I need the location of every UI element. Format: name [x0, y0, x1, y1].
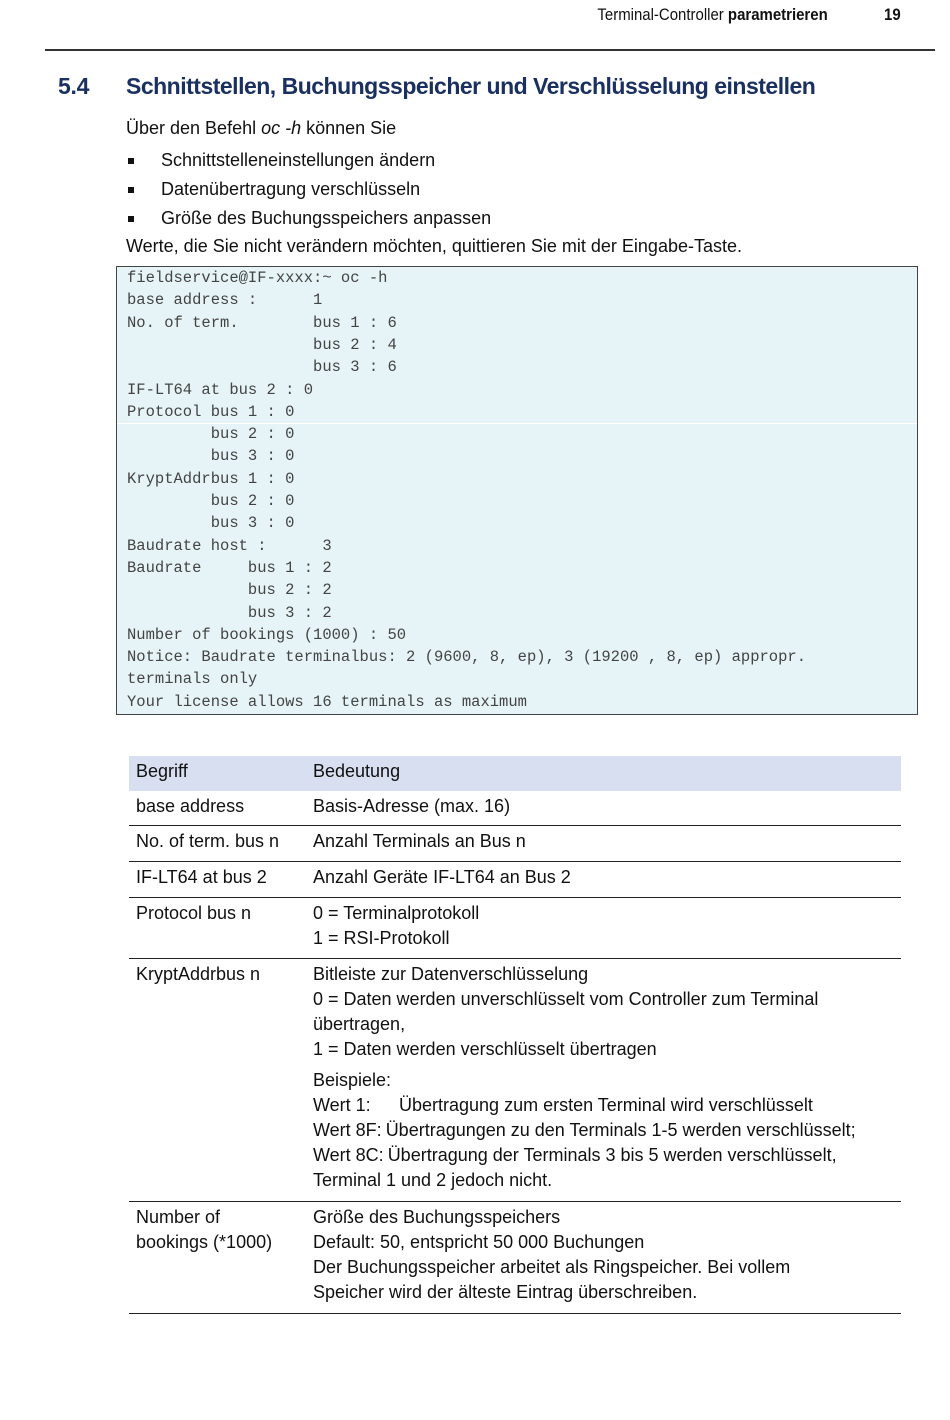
list-item	[126, 146, 491, 175]
terminal-line: bus 3 : 0	[127, 447, 295, 466]
table-cell-term	[136, 829, 279, 854]
table-cell-term	[136, 1205, 272, 1255]
term-line: bookings (*1000)	[136, 1232, 273, 1252]
table-header-definition: Bedeutung	[313, 761, 401, 781]
term-line: IF-LT64 at bus 2	[136, 867, 267, 887]
terminal-page-split	[117, 423, 917, 424]
table-row	[129, 959, 901, 1202]
terminal-line: Baudrate bus 1 : 2	[127, 558, 332, 577]
table-cell-term	[136, 865, 267, 890]
terminal-line: fieldservice@IF-xxxx:~ oc -h	[127, 269, 388, 287]
intro-after: können Sie	[301, 118, 397, 138]
definition-line: 0 = Terminalprotokoll	[313, 903, 480, 923]
table-header-term: Begriff	[136, 761, 188, 781]
example-text: Terminal 1 und 2 jedoch nicht.	[313, 1170, 553, 1190]
terminal-line: Notice: Baudrate terminalbus: 2 (9600, 8, ep), 3 (19200 , 8, ep) appropr.	[127, 648, 807, 667]
bullet-list	[126, 146, 491, 233]
table-cell-term	[136, 901, 251, 926]
bullet-square-icon	[128, 158, 134, 164]
terminal-line: KryptAddrbus 1 : 0	[127, 469, 295, 488]
example-key: Wert 1:	[313, 1095, 371, 1115]
example-line	[313, 1168, 856, 1193]
running-title	[598, 5, 828, 25]
terminal-line: No. of term. bus 1 : 6	[127, 313, 397, 332]
table-cell-definition	[313, 1205, 790, 1305]
term-line: Number of	[136, 1207, 221, 1227]
list-item-text: Schnittstelleneinstellungen ändern	[161, 150, 436, 170]
definition-line: 0 = Daten werden unverschlüsselt vom Controller zum Terminal	[313, 989, 819, 1009]
term-line: KryptAddrbus n	[136, 964, 261, 984]
section-number: 5.4	[58, 73, 90, 99]
example-text: Übertragung der Terminals 3 bis 5 werden verschlüsselt,	[387, 1145, 837, 1165]
terminal-line: bus 2 : 2	[127, 581, 332, 600]
table-row	[129, 862, 901, 898]
table-cell-definition	[313, 865, 571, 890]
definition-line: Speicher wird der älteste Eintrag überschreiben.	[313, 1282, 698, 1302]
definition-line: Basis-Adresse (max. 16)	[313, 796, 511, 816]
table-cell-definition	[313, 829, 526, 854]
example-line	[313, 1143, 856, 1168]
term-line: Protocol bus n	[136, 903, 252, 923]
bullet-square-icon	[128, 216, 134, 222]
table-cell-definition	[313, 794, 510, 819]
definition-line: Der Buchungsspeicher arbeitet als Ringspeicher. Bei vollem	[313, 1257, 791, 1277]
term-line: base address	[136, 796, 245, 816]
definition-line: Default: 50, entspricht 50 000 Buchungen	[313, 1232, 645, 1252]
terminal-line: Your license allows 16 terminals as maximum	[127, 692, 527, 711]
terminal-line: bus 2 : 4	[127, 335, 397, 354]
table-header-row	[129, 756, 901, 791]
list-item	[126, 204, 491, 233]
section-title: Schnittstellen, Buchungsspeicher und Verschlüsselung einstellen	[126, 73, 816, 99]
terminal-line: Protocol bus 1 : 0	[127, 402, 295, 421]
table-cell-definition	[313, 962, 856, 1193]
list-item-text: Größe des Buchungsspeichers anpassen	[161, 208, 492, 228]
terminal-line: base address : 1	[127, 291, 323, 310]
page-header	[0, 0, 950, 50]
bullet-square-icon	[128, 187, 134, 193]
table-cell-definition	[313, 901, 479, 951]
header-divider	[45, 49, 935, 51]
intro-before: Über den Befehl	[126, 118, 262, 138]
definition-line: 1 = Daten werden verschlüsselt übertragen	[313, 1039, 657, 1059]
definition-line: Anzahl Geräte IF-LT64 an Bus 2	[313, 867, 571, 887]
terminal-line: Number of bookings (1000) : 50	[127, 625, 407, 644]
note-paragraph: Werte, die Sie nicht verändern möchten, quittieren Sie mit der Eingabe-Taste.	[126, 236, 742, 256]
definition-table	[129, 756, 901, 1314]
terminal-line: IF-LT64 at bus 2 : 0	[127, 380, 314, 399]
examples-label: Beispiele:	[313, 1070, 392, 1090]
table-row	[129, 898, 901, 959]
terminal-line: bus 3 : 2	[127, 603, 332, 622]
example-text: Übertragung zum ersten Terminal wird verschlüsselt	[399, 1095, 813, 1115]
definition-line: 1 = RSI-Protokoll	[313, 928, 450, 948]
definition-line: Anzahl Terminals an Bus n	[313, 831, 526, 851]
definition-line: Größe des Buchungsspeichers	[313, 1207, 561, 1227]
terminal-line: bus 2 : 0	[127, 425, 295, 444]
example-line	[313, 1118, 856, 1143]
example-key: Wert 8F:	[313, 1120, 382, 1140]
list-item-text: Datenübertragung verschlüsseln	[161, 179, 421, 199]
table-cell-term	[136, 962, 260, 987]
list-item	[126, 175, 491, 204]
term-line: No. of term. bus n	[136, 831, 280, 851]
intro-paragraph	[126, 116, 396, 140]
terminal-line: bus 2 : 0	[127, 492, 295, 510]
definition-line: Bitleiste zur Datenverschlüsselung	[313, 964, 589, 984]
table-row	[129, 1202, 901, 1314]
table-row	[129, 826, 901, 862]
terminal-output-box	[116, 266, 918, 715]
table-cell-term	[136, 794, 244, 819]
terminal-line: Baudrate host : 3	[127, 536, 332, 555]
table-row	[129, 791, 901, 826]
example-line	[313, 1093, 856, 1118]
example-key: Wert 8C:	[313, 1145, 384, 1165]
page-number: 19	[884, 5, 901, 24]
terminal-line: bus 3 : 6	[127, 358, 397, 377]
definition-line: übertragen,	[313, 1014, 406, 1034]
example-text: Übertragungen zu den Terminals 1-5 werden verschlüsselt;	[385, 1120, 856, 1140]
running-title-plain: Terminal-Controller	[597, 5, 729, 24]
terminal-line: terminals only	[127, 670, 258, 689]
terminal-line: bus 3 : 0	[127, 514, 295, 533]
intro-command: oc -h	[261, 118, 302, 138]
running-title-bold: parametrieren	[728, 5, 828, 24]
